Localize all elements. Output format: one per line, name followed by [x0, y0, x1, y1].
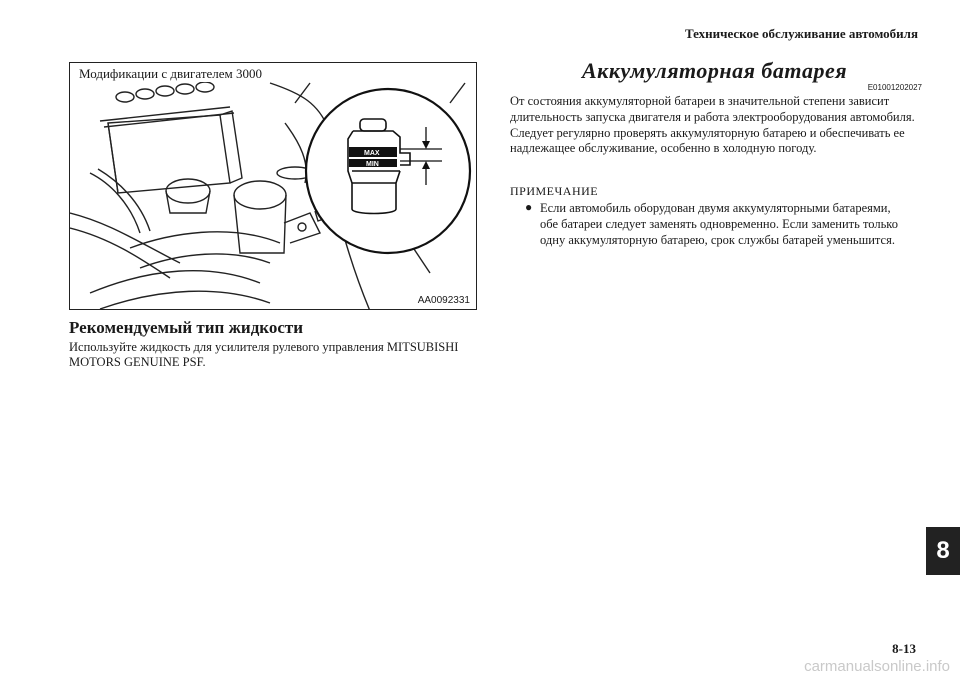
battery-section-title: Аккумуляторная батарея: [582, 58, 848, 83]
figure-caption: Модификации с двигателем 3000: [79, 66, 263, 81]
page-number: 8-13: [892, 641, 916, 656]
note-text: Если автомобиль оборудован двумя аккумуляторными батареями, обе батареи следует заменять одновременно. Если заменить только одну аккумуляторную батарею, срок службы батарей уменьшится.: [540, 201, 898, 247]
note-item: [525, 200, 905, 248]
page-header-title: Техническое обслуживание автомобиля: [684, 26, 918, 41]
watermark: carmanualsonline.info: [804, 658, 950, 675]
recommended-fluid-heading: Рекомендуемый тип жидкости: [69, 318, 304, 337]
bullet-icon: ●: [525, 200, 533, 214]
engine-illustration: [70, 63, 477, 310]
max-level-label: MAX: [364, 150, 380, 157]
engine-reservoir-figure: [69, 62, 477, 310]
figure-code: AA0092331: [417, 295, 470, 306]
recommended-fluid-text: Используйте жидкость для усилителя рулевого управления MITSUBISHI MOTORS GENUINE PSF.: [69, 340, 459, 369]
min-level-label: MIN: [366, 161, 379, 168]
section-code: E01001202027: [867, 83, 922, 92]
note-title: ПРИМЕЧАНИЕ: [510, 184, 599, 198]
battery-section-text: От состояния аккумуляторной батареи в значительной степени зависит длительность запуска двигателя и работа электрооборудования автомобиля. Следует регулярно проверять аккумуляторную батарею и обеспечивать ее надлежащее обслуживание, особенно в холодную погоду.: [510, 94, 915, 156]
chapter-tab: 8: [926, 527, 960, 575]
